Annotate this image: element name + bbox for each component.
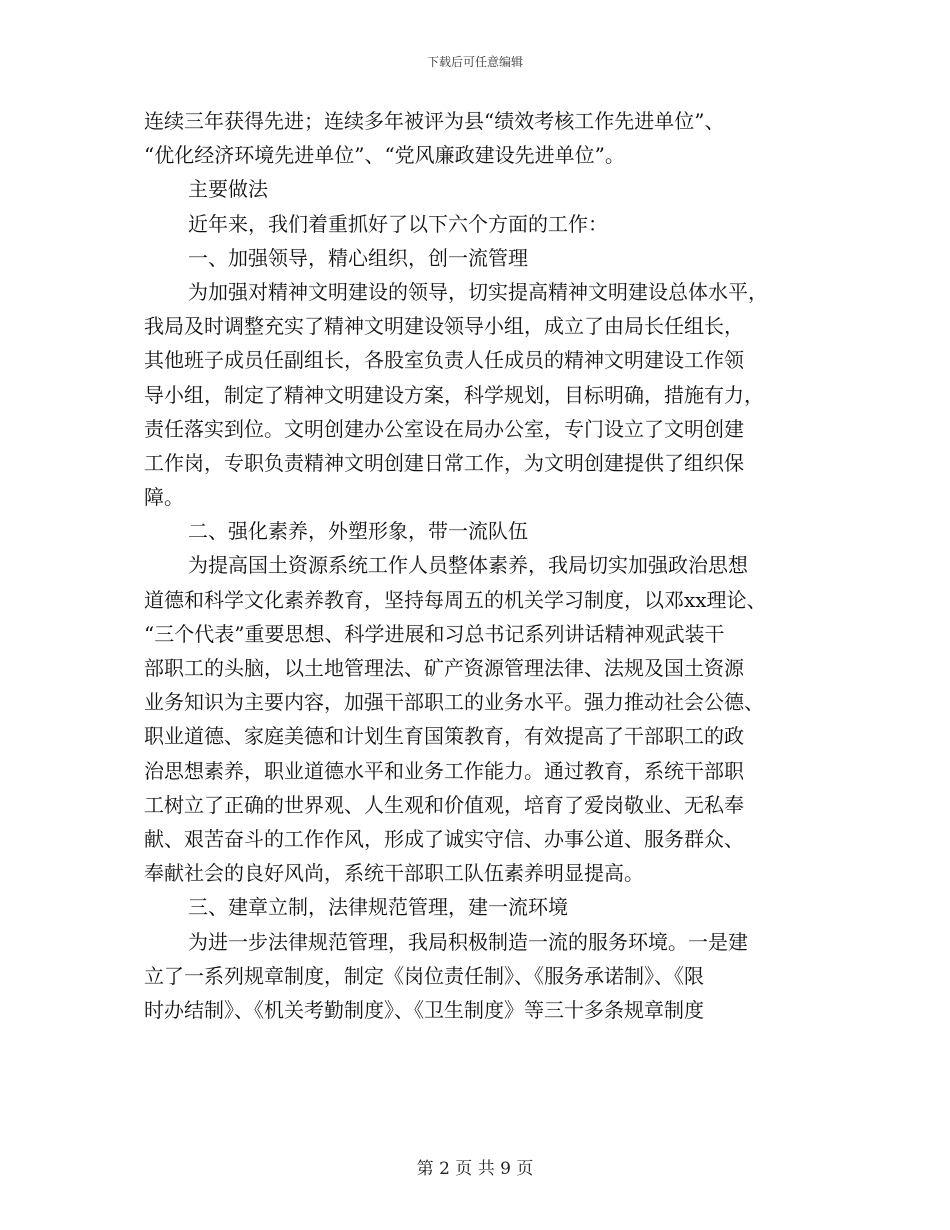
text-line: “优化经济环境先进单位”、“党风廉政建设先进单位”。 — [144, 143, 625, 168]
text-line: 时办结制》、《机关考勤制度》、《卫生制度》等三十多条规章制度 — [144, 997, 704, 1022]
text-line: 为提高国土资源系统工作人员整体素养，我局切实加强政治思想 — [188, 553, 748, 578]
text-line: 献、艰苦奋斗的工作作风，形成了诚实守信、办事公道、服务群众、 — [144, 826, 744, 851]
text-line: 部职工的头脑，以土地管理法、矿产资源管理法律、法规及国土资源 — [144, 656, 744, 680]
page-number-footer: 第 2 页 共 9 页 — [416, 1159, 534, 1179]
text-line: 为加强对精神文明建设的领导，切实提高精神文明建设总体水平， — [188, 279, 768, 304]
text-line: 连续三年获得先进；连续多年被评为县“绩效考核工作先进单位”、 — [144, 109, 725, 133]
text-line: 导小组，制定了精神文明建设方案，科学规划，目标明确，措施有力， — [144, 382, 764, 407]
text-line: 道德和科学文化素养教育，坚持每周五的机关学习制度，以邓xx理论、 — [144, 587, 767, 612]
text-line: 其他班子成员任副组长，各股室负责人任成员的精神文明建设工作领 — [144, 348, 744, 373]
section-heading-3: 三、建章立制，法律规范管理，建一流环境 — [188, 895, 568, 920]
text-line: 责任落实到位。文明创建办公室设在局办公室，专门设立了文明创建 — [144, 416, 744, 441]
text-line: 工作岗，专职负责精神文明创建日常工作，为文明创建提供了组织保 — [144, 450, 744, 475]
text-line: 业务知识为主要内容，加强干部职工的业务水平。强力推动社会公德、 — [144, 690, 764, 715]
document-body — [144, 104, 824, 1027]
section-heading-2: 二、强化素养，外塑形象，带一流队伍 — [188, 519, 528, 544]
text-line: 职业道德、家庭美德和计划生育国策教育，有效提高了干部职工的政 — [144, 724, 744, 749]
text-line: 立了一系列规章制度，制定《岗位责任制》、《服务承诺制》、《限 — [144, 963, 704, 988]
page-header: 下载后可任意编辑 — [426, 55, 523, 69]
text-line: 我局及时调整充实了精神文明建设领导小组，成立了由局长任组长， — [144, 314, 744, 339]
text-line: 近年来，我们着重抓好了以下六个方面的工作： — [188, 211, 608, 236]
text-line: 治思想素养，职业道德水平和业务工作能力。通过教育，系统干部职 — [144, 758, 744, 783]
section-heading-1: 一、加强领导，精心组织，创一流管理 — [188, 245, 528, 270]
text-line: 工树立了正确的世界观、人生观和价值观，培育了爱岗敬业、无私奉 — [144, 792, 744, 817]
text-line: “三个代表”重要思想、科学进展和习总书记系列讲话精神观武装干 — [144, 621, 725, 646]
text-line: 奉献社会的良好风尚，系统干部职工队伍素养明显提高。 — [144, 861, 644, 886]
text-line: 障。 — [144, 485, 184, 510]
section-heading-main-practices: 主要做法 — [188, 177, 268, 202]
text-line: 为进一步法律规范管理，我局积极制造一流的服务环境。一是建 — [188, 929, 748, 954]
